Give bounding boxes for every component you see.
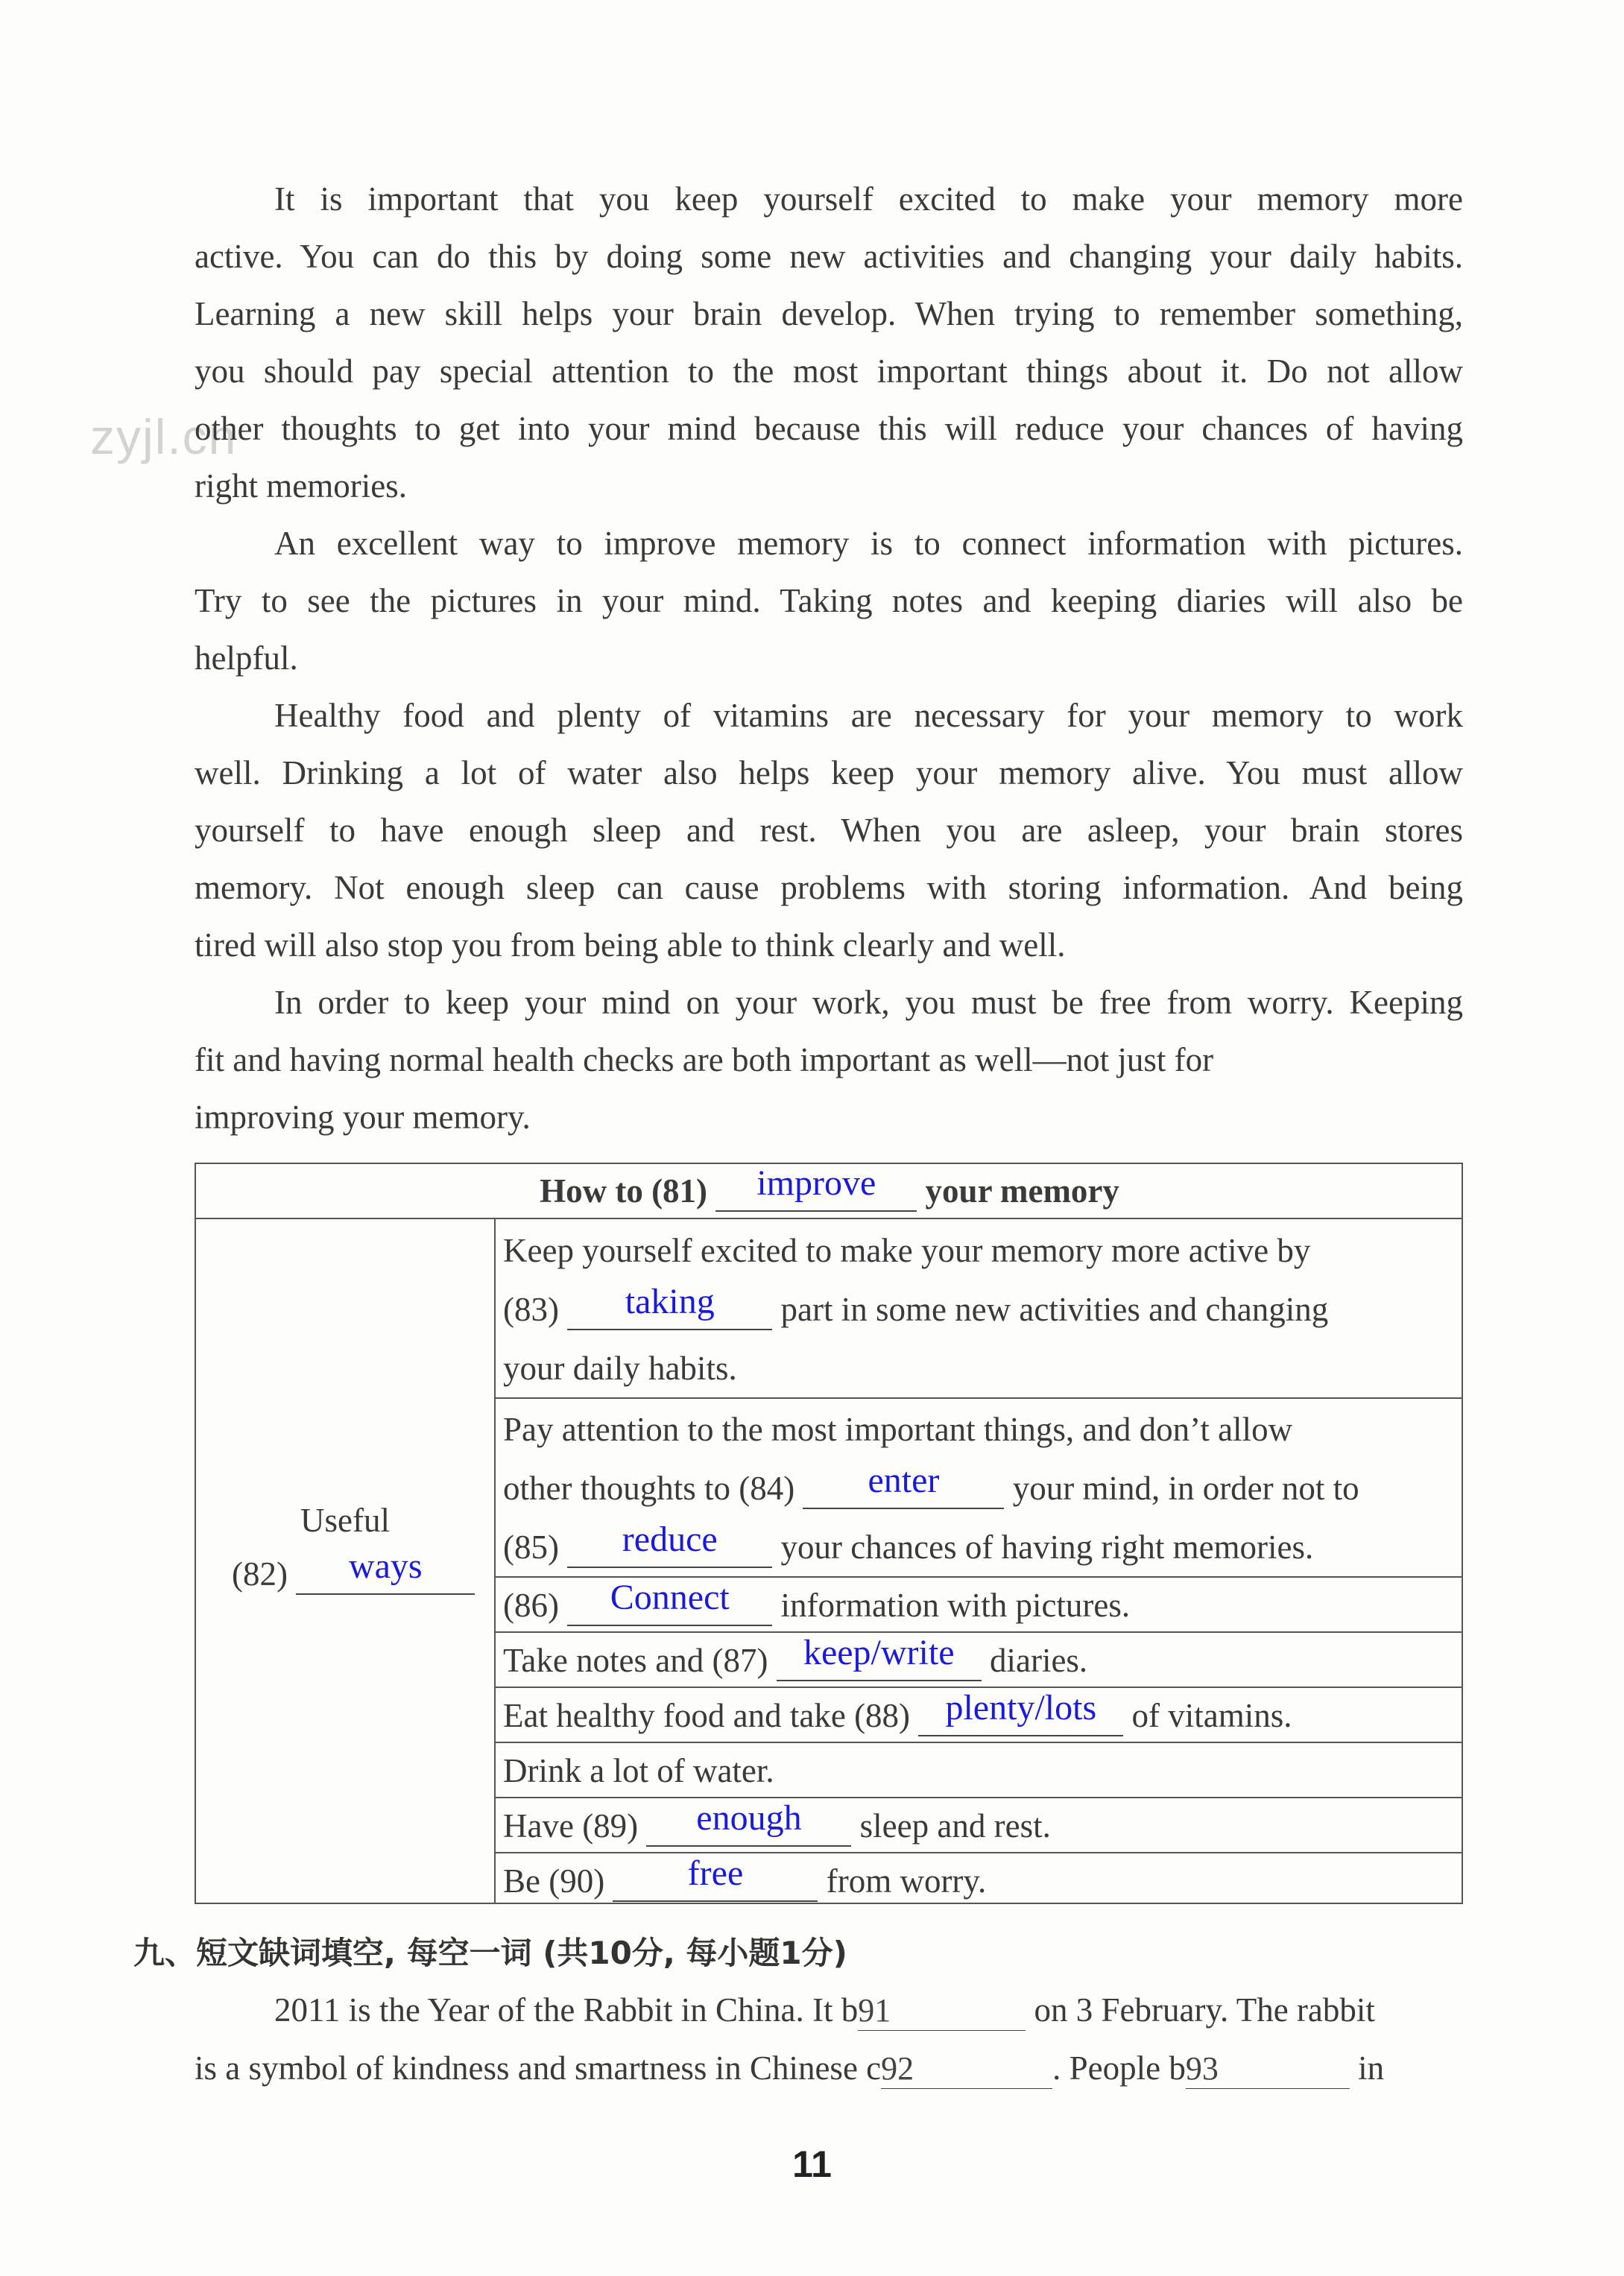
- row-text: information with pictures.: [780, 1587, 1131, 1624]
- passage-line: improving your memory.: [195, 1099, 531, 1136]
- passage-line: right memories.: [195, 467, 407, 505]
- passage-line: Healthy food and plenty of vitamins are necessary for your memory to work: [274, 697, 1463, 734]
- passage-line: you should pay special attention to the most important things about it. Do not allow: [195, 353, 1463, 390]
- row-text: your chances of having right memories.: [780, 1529, 1314, 1566]
- passage-line: fit and having normal health checks are both important as well—not just for: [195, 1041, 1214, 1078]
- row-text: diaries.: [989, 1642, 1088, 1679]
- row-water: Drink a lot of water.: [503, 1752, 774, 1789]
- answer-85: reduce: [622, 1520, 718, 1559]
- blank-91: 91: [858, 1992, 891, 2029]
- cloze-text: 2011 is the Year of the Rabbit in China. It b: [274, 1991, 859, 2029]
- row-text: Eat healthy food and take (88): [503, 1697, 911, 1734]
- row-86: [503, 1577, 1130, 1634]
- useful-label: Useful: [300, 1502, 390, 1539]
- section-heading: 九、短文缺词填空, 每空一词 (共10分, 每小题1分): [133, 1935, 847, 1971]
- passage-line: tired will also stop you from being able to think clearly and well.: [195, 926, 1066, 964]
- blank-number: (86): [503, 1587, 559, 1624]
- row-84-line1: Pay attention to the most important things, and don’t allow: [503, 1411, 1293, 1448]
- answer-83: taking: [625, 1282, 715, 1321]
- passage-line: other thoughts to get into your mind because this will reduce your chances of having: [195, 410, 1463, 447]
- blank-number: (83): [503, 1291, 559, 1328]
- row-text: other thoughts to (84): [503, 1470, 795, 1507]
- answer-89: enough: [696, 1798, 802, 1838]
- answer-86: Connect: [610, 1578, 730, 1617]
- row-text: from worry.: [826, 1862, 987, 1900]
- row-text: Have (89): [503, 1807, 639, 1844]
- passage-line: memory. Not enough sleep can cause problems with storing information. And being: [195, 869, 1463, 906]
- answer-84: enter: [868, 1461, 940, 1500]
- cloze-line-1: [274, 1982, 1463, 2039]
- cloze-text: in: [1358, 2049, 1385, 2087]
- row-84-line2: [503, 1460, 1359, 1517]
- passage-line: active. You can do this by doing some new activities and changing your daily habits.: [195, 238, 1463, 275]
- row-83-line1: Keep yourself excited to make your memory more active by: [503, 1232, 1311, 1269]
- row-88: [503, 1687, 1292, 1745]
- header-text: your memory: [925, 1172, 1119, 1210]
- watermark: zyjl.cn: [90, 409, 238, 464]
- cloze-line-2: [195, 2040, 1463, 2097]
- useful-ways-cell: [232, 1546, 475, 1603]
- row-text: sleep and rest.: [859, 1807, 1051, 1844]
- passage-line: An excellent way to improve memory is to connect information with pictures.: [274, 525, 1463, 562]
- row-text: of vitamins.: [1131, 1697, 1292, 1734]
- row-85-line: [503, 1519, 1313, 1576]
- passage-line: yourself to have enough sleep and rest. When you are asleep, your brain stores: [195, 812, 1463, 849]
- row-text: part in some new activities and changing: [780, 1291, 1329, 1328]
- row-90: [503, 1853, 986, 1910]
- answer-87: keep/write: [803, 1633, 955, 1672]
- table-divider: [494, 1218, 496, 1904]
- cloze-text: . People b: [1052, 2049, 1186, 2087]
- answer-88: plenty/lots: [945, 1688, 1097, 1727]
- header-text: How to (81): [540, 1172, 708, 1210]
- row-text: your mind, in order not to: [1012, 1470, 1359, 1507]
- blank-number: (82): [232, 1555, 288, 1593]
- passage-line: helpful.: [195, 639, 298, 677]
- row-text: Take notes and (87): [503, 1642, 768, 1679]
- row-83-line2: [503, 1281, 1328, 1338]
- page-number: 11: [792, 2143, 832, 2185]
- blank-number: (85): [503, 1529, 559, 1566]
- answer-82: ways: [348, 1546, 423, 1586]
- blank-92: 92: [881, 2050, 914, 2087]
- answer-81: improve: [756, 1163, 876, 1203]
- row-87: [503, 1632, 1087, 1689]
- passage-line: In order to keep your mind on your work, you must be free from worry. Keeping: [274, 984, 1463, 1021]
- summary-table: [195, 1163, 1463, 1904]
- table-divider: [494, 1397, 1463, 1399]
- blank-93: 93: [1185, 2050, 1219, 2087]
- row-89: [503, 1798, 1051, 1855]
- row-text: Be (90): [503, 1862, 605, 1900]
- cloze-text: is a symbol of kindness and smartness in Chinese c: [195, 2049, 882, 2087]
- passage-line: Try to see the pictures in your mind. Taking notes and keeping diaries will also be: [195, 582, 1463, 619]
- row-83-line3: your daily habits.: [503, 1350, 737, 1387]
- answer-90: free: [687, 1853, 744, 1893]
- passage-line: Learning a new skill helps your brain develop. When trying to remember something,: [195, 295, 1463, 332]
- cloze-text: on 3 February. The rabbit: [1034, 1991, 1375, 2029]
- passage-line: well. Drinking a lot of water also helps keep your memory alive. You must allow: [195, 754, 1463, 791]
- passage-line: It is important that you keep yourself excited to make your memory more: [274, 180, 1463, 218]
- table-header: [196, 1163, 1463, 1220]
